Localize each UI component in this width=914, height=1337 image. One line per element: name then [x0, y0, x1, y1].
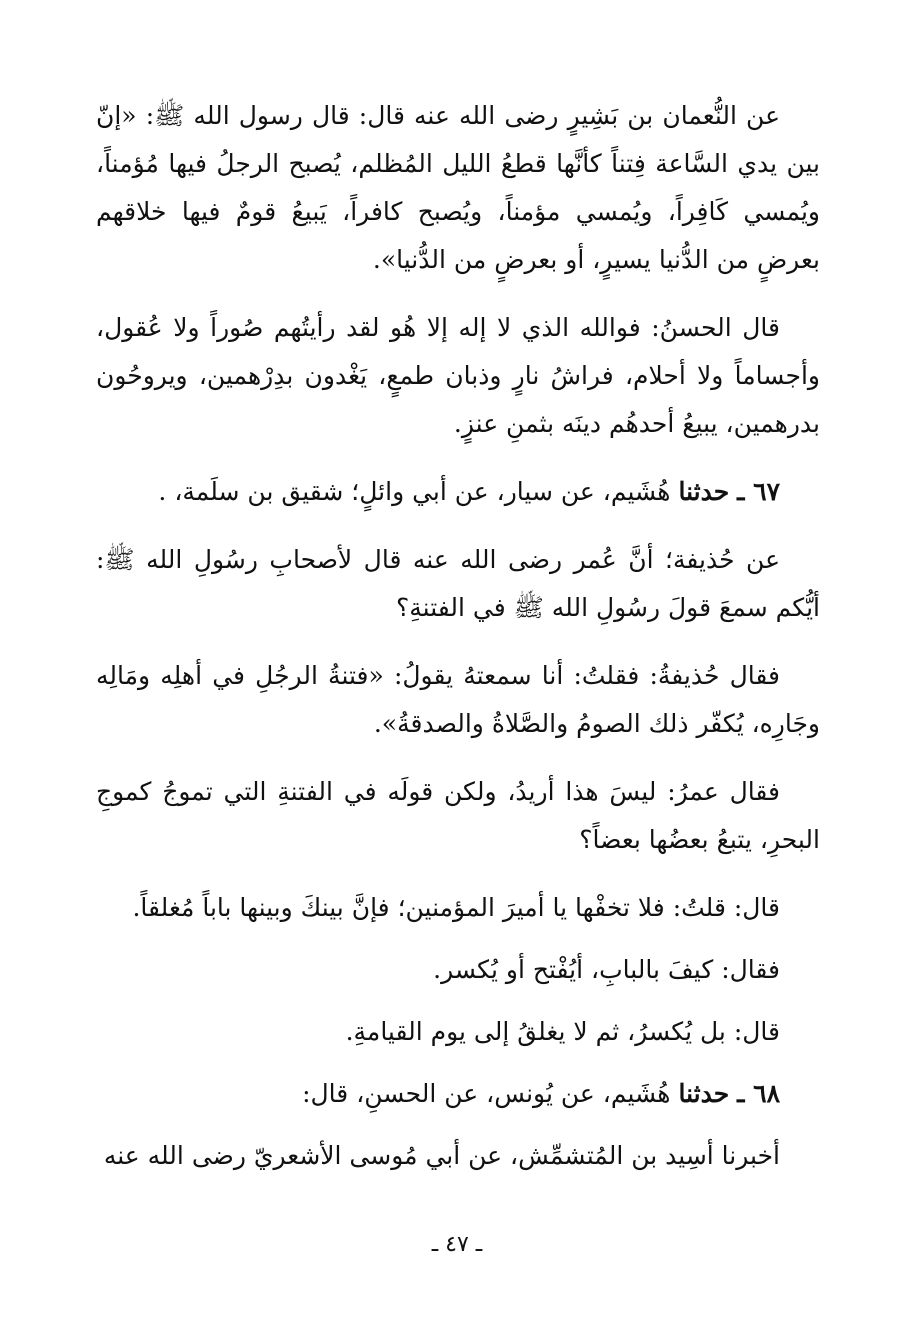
page-number: ـ ٤٧ ـ [431, 1232, 483, 1257]
paragraph-yuksar: قال: بل يُكسرُ، ثم لا يغلقُ إلى يوم القيامةِ. [345, 1017, 780, 1046]
paragraph-kayfa: فقال: كيفَ بالبابِ، أيُفْتح أو يُكسر. [433, 955, 780, 984]
paragraph-hudhayfa-answer: فقال حُذيفةُ: فقلتُ: أنا سمعتهُ يقولُ: «فتنةُ الرجُلِ في أهلِه ومَالِه وجَارِه، يُكفّر ذلك الصومُ والصَّلاةُ والصدقةُ». [96, 661, 820, 738]
hadith-68-chain: هُشَيم، عن يُونس، عن الحسنِ، قال: [302, 1079, 671, 1108]
hadith-67-number: ٦٧ ـ [737, 477, 780, 506]
hadith-67-chain: هُشَيم، عن سيار، عن أبي وائلٍ؛ شقيق بن سلَمة، . [158, 477, 671, 506]
hadith-67-heading [96, 468, 820, 516]
hadith-68-keyword: حدثنا [678, 1079, 730, 1108]
paragraph-akhbarana: أخبرنا أسِيد بن المُتشمِّش، عن أبي مُوسى الأشعريّ رضى الله عنه [103, 1141, 780, 1170]
paragraph-hudhayfa: عن حُذيفة؛ أنَّ عُمر رضى الله عنه قال لأصحابِ رسُولِ الله ﷺ: أيُّكم سمعَ قولَ رسُولِ الله ﷺ في الفتنةِ؟ [96, 545, 820, 622]
page-body [96, 92, 820, 1194]
paragraph-hasan-comment: قال الحسنُ: فوالله الذي لا إله إلا هُو لقد رأيتُهم صُوراً ولا عُقول، وأجساماً ولا أحلام، فراشُ نارٍ وذبان طمعٍ، يَغْدون بدِرْهمين، ويروحُون بدرهمين، يبيعُ أحدهُم دينَه بثمنِ عنزٍ. [96, 313, 820, 438]
hadith-68-heading [96, 1070, 820, 1118]
hadith-68-number: ٦٨ ـ [737, 1079, 780, 1108]
hadith-67-keyword: حدثنا [678, 477, 730, 506]
paragraph-umar-reply: فقال عمرُ: ليسَ هذا أريدُ، ولكن قولَه في الفتنةِ التي تموجُ كموجِ البحرِ، يتبعُ بعضُها بعضاً؟ [96, 777, 820, 854]
paragraph-numan-hadith: عن النُّعمان بن بَشِيرٍ رضى الله عنه قال: قال رسول الله ﷺ: «إنّ بين يدي السَّاعة فِتناً كأنَّها قطعُ الليل المُظلم، يُصبح الرجلُ فيها مُؤمناً، ويُمسي كَافِراً، ويُمسي مؤمناً، ويُصبح كافراً، يَبيعُ قومٌ فيها خلاقهم بعرضٍ من الدُّنيا يسيرٍ، أو بعرضٍ من الدُّنيا». [96, 101, 820, 274]
paragraph-qultu: قال: قلتُ: فلا تخفْها يا أميرَ المؤمنين؛ فإنَّ بينكَ وبينها باباً مُغلقاً. [132, 893, 780, 922]
